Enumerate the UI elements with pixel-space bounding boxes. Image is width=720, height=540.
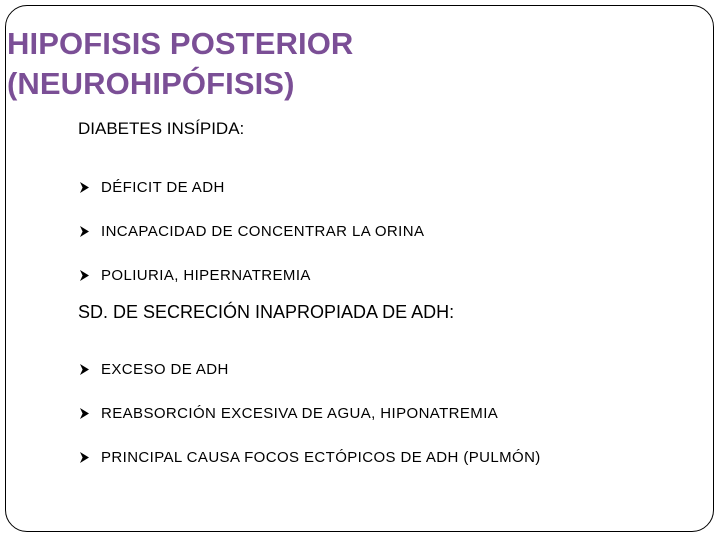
- arrowhead-bullet-icon: [80, 182, 89, 193]
- list-item: [80, 348, 541, 392]
- arrowhead-bullet-icon: [80, 452, 89, 463]
- list-item-text: EXCESO DE ADH: [101, 361, 229, 378]
- list-item: [80, 436, 541, 480]
- list-item: [80, 254, 424, 298]
- slide-title-line-2: (NEUROHIPÓFISIS): [7, 66, 295, 101]
- list-item-text: INCAPACIDAD DE CONCENTRAR LA ORINA: [101, 223, 425, 240]
- list-item: [80, 166, 424, 210]
- arrowhead-bullet-icon: [80, 364, 89, 375]
- list-item: [80, 210, 424, 254]
- bullet-list-diabetes-insipida: [80, 166, 424, 298]
- section-heading-diabetes-insipida: DIABETES INSÍPIDA:: [78, 119, 245, 138]
- arrowhead-bullet-icon: [80, 408, 89, 419]
- list-item-text: DÉFICIT DE ADH: [101, 179, 225, 196]
- list-item-text: PRINCIPAL CAUSA FOCOS ECTÓPICOS DE ADH (PULMÓN): [101, 449, 541, 466]
- list-item-text: POLIURIA, HIPERNATREMIA: [101, 267, 311, 284]
- slide-title-line-1: HIPOFISIS POSTERIOR: [7, 26, 354, 61]
- bullet-list-siadh: [80, 348, 541, 480]
- arrowhead-bullet-icon: [80, 270, 89, 281]
- slide-title: [7, 24, 353, 104]
- list-item-text: REABSORCIÓN EXCESIVA DE AGUA, HIPONATREMIA: [101, 405, 499, 422]
- section-heading-siadh: SD. DE SECRECIÓN INAPROPIADA DE ADH:: [78, 302, 455, 322]
- arrowhead-bullet-icon: [80, 226, 89, 237]
- list-item: [80, 392, 541, 436]
